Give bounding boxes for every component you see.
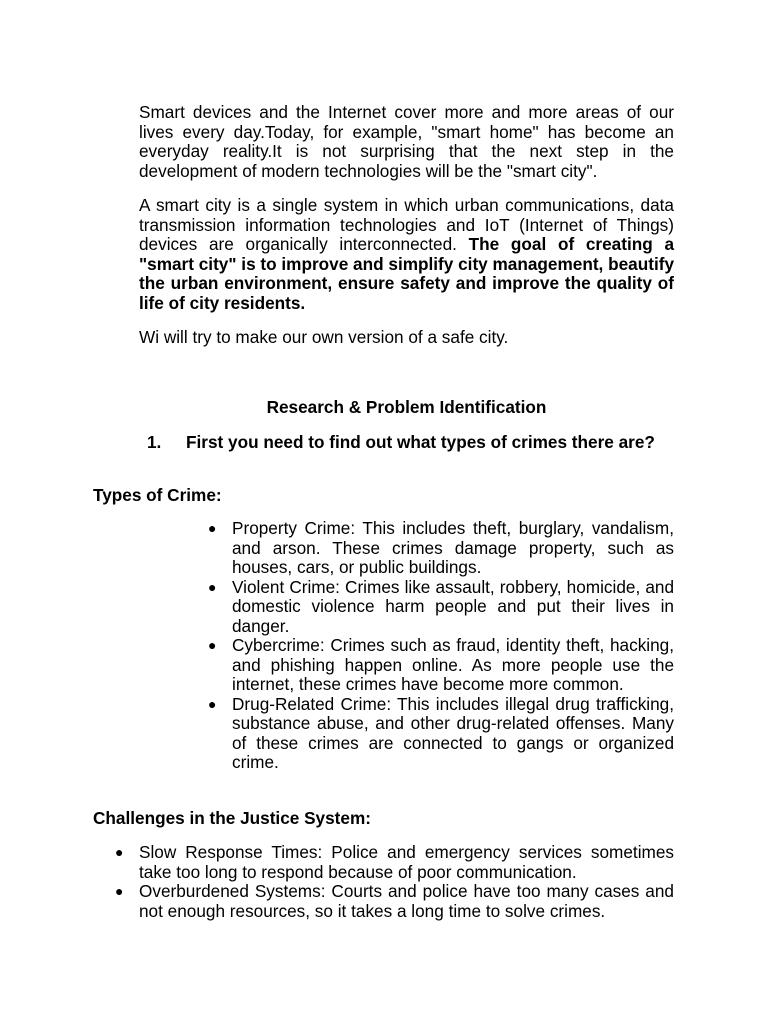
list-item-text: Cybercrime: Crimes such as fraud, identity theft, hacking, and phishing happen online. As more people use the internet, these crimes have become more common. [232, 635, 674, 694]
types-of-crime-heading: Types of Crime: [93, 485, 222, 505]
intro-paragraph-2-bold: The goal of creating a "smart city" is to improve and simplify city management, beautify the urban environment, ensure safety and improve the quality of life of city residents. [139, 234, 674, 313]
list-item-text: Slow Response Times: Police and emergency services sometimes take too long to respond because of poor communication. [139, 842, 674, 882]
intro-paragraph-2 [139, 196, 674, 313]
list-item [115, 842, 674, 882]
list-item-text: Overburdened Systems: Courts and police have too many cases and not enough resources, so it takes a long time to solve crimes. [139, 881, 674, 921]
list-item [208, 635, 674, 695]
crime-types-list [208, 518, 674, 773]
justice-challenges-heading: Challenges in the Justice System: [93, 808, 371, 828]
list-item [208, 576, 674, 637]
question-number: 1. [147, 432, 162, 452]
list-item-text: Property Crime: This includes theft, burglary, vandalism, and arson. These crimes damage property, such as houses, cars, or public buildings. [232, 518, 674, 577]
intro-paragraph-3: Wi will try to make our own version of a safe city. [139, 327, 509, 347]
bullet-icon: ● [208, 520, 217, 536]
bullet-icon: ● [208, 695, 217, 712]
list-item [208, 693, 674, 773]
intro-paragraph-2-text: A smart city is a single system in which urban communications, data transmission information technologies and IoT (Internet of Things) devices are organically interconnected. [139, 195, 674, 254]
list-item-text: Violent Crime: Crimes like assault, robbery, homicide, and domestic violence harm people and put their lives in danger. [232, 576, 674, 636]
bullet-icon: ● [208, 637, 217, 653]
bullet-icon: ● [115, 883, 124, 899]
bullet-icon: ● [115, 844, 124, 860]
research-heading: Research & Problem Identification [266, 397, 547, 417]
question-text: First you need to find out what types of crimes there are? [186, 432, 655, 452]
research-question [147, 433, 674, 453]
intro-paragraph-1: Smart devices and the Internet cover more and more areas of our lives every day.Today, for example, "smart home" has become an everyday reality.It is not surprising that the next step in the development of modern technologies will be the "smart city". [139, 102, 674, 181]
bullet-icon: ● [208, 578, 217, 595]
list-item [115, 881, 674, 921]
list-item-text: Drug-Related Crime: This includes illegal drug trafficking, substance abuse, and other drug-related offenses. Many of these crimes are connected to gangs or organized crime. [232, 693, 674, 772]
list-item [208, 518, 674, 578]
justice-challenges-list [115, 842, 674, 921]
